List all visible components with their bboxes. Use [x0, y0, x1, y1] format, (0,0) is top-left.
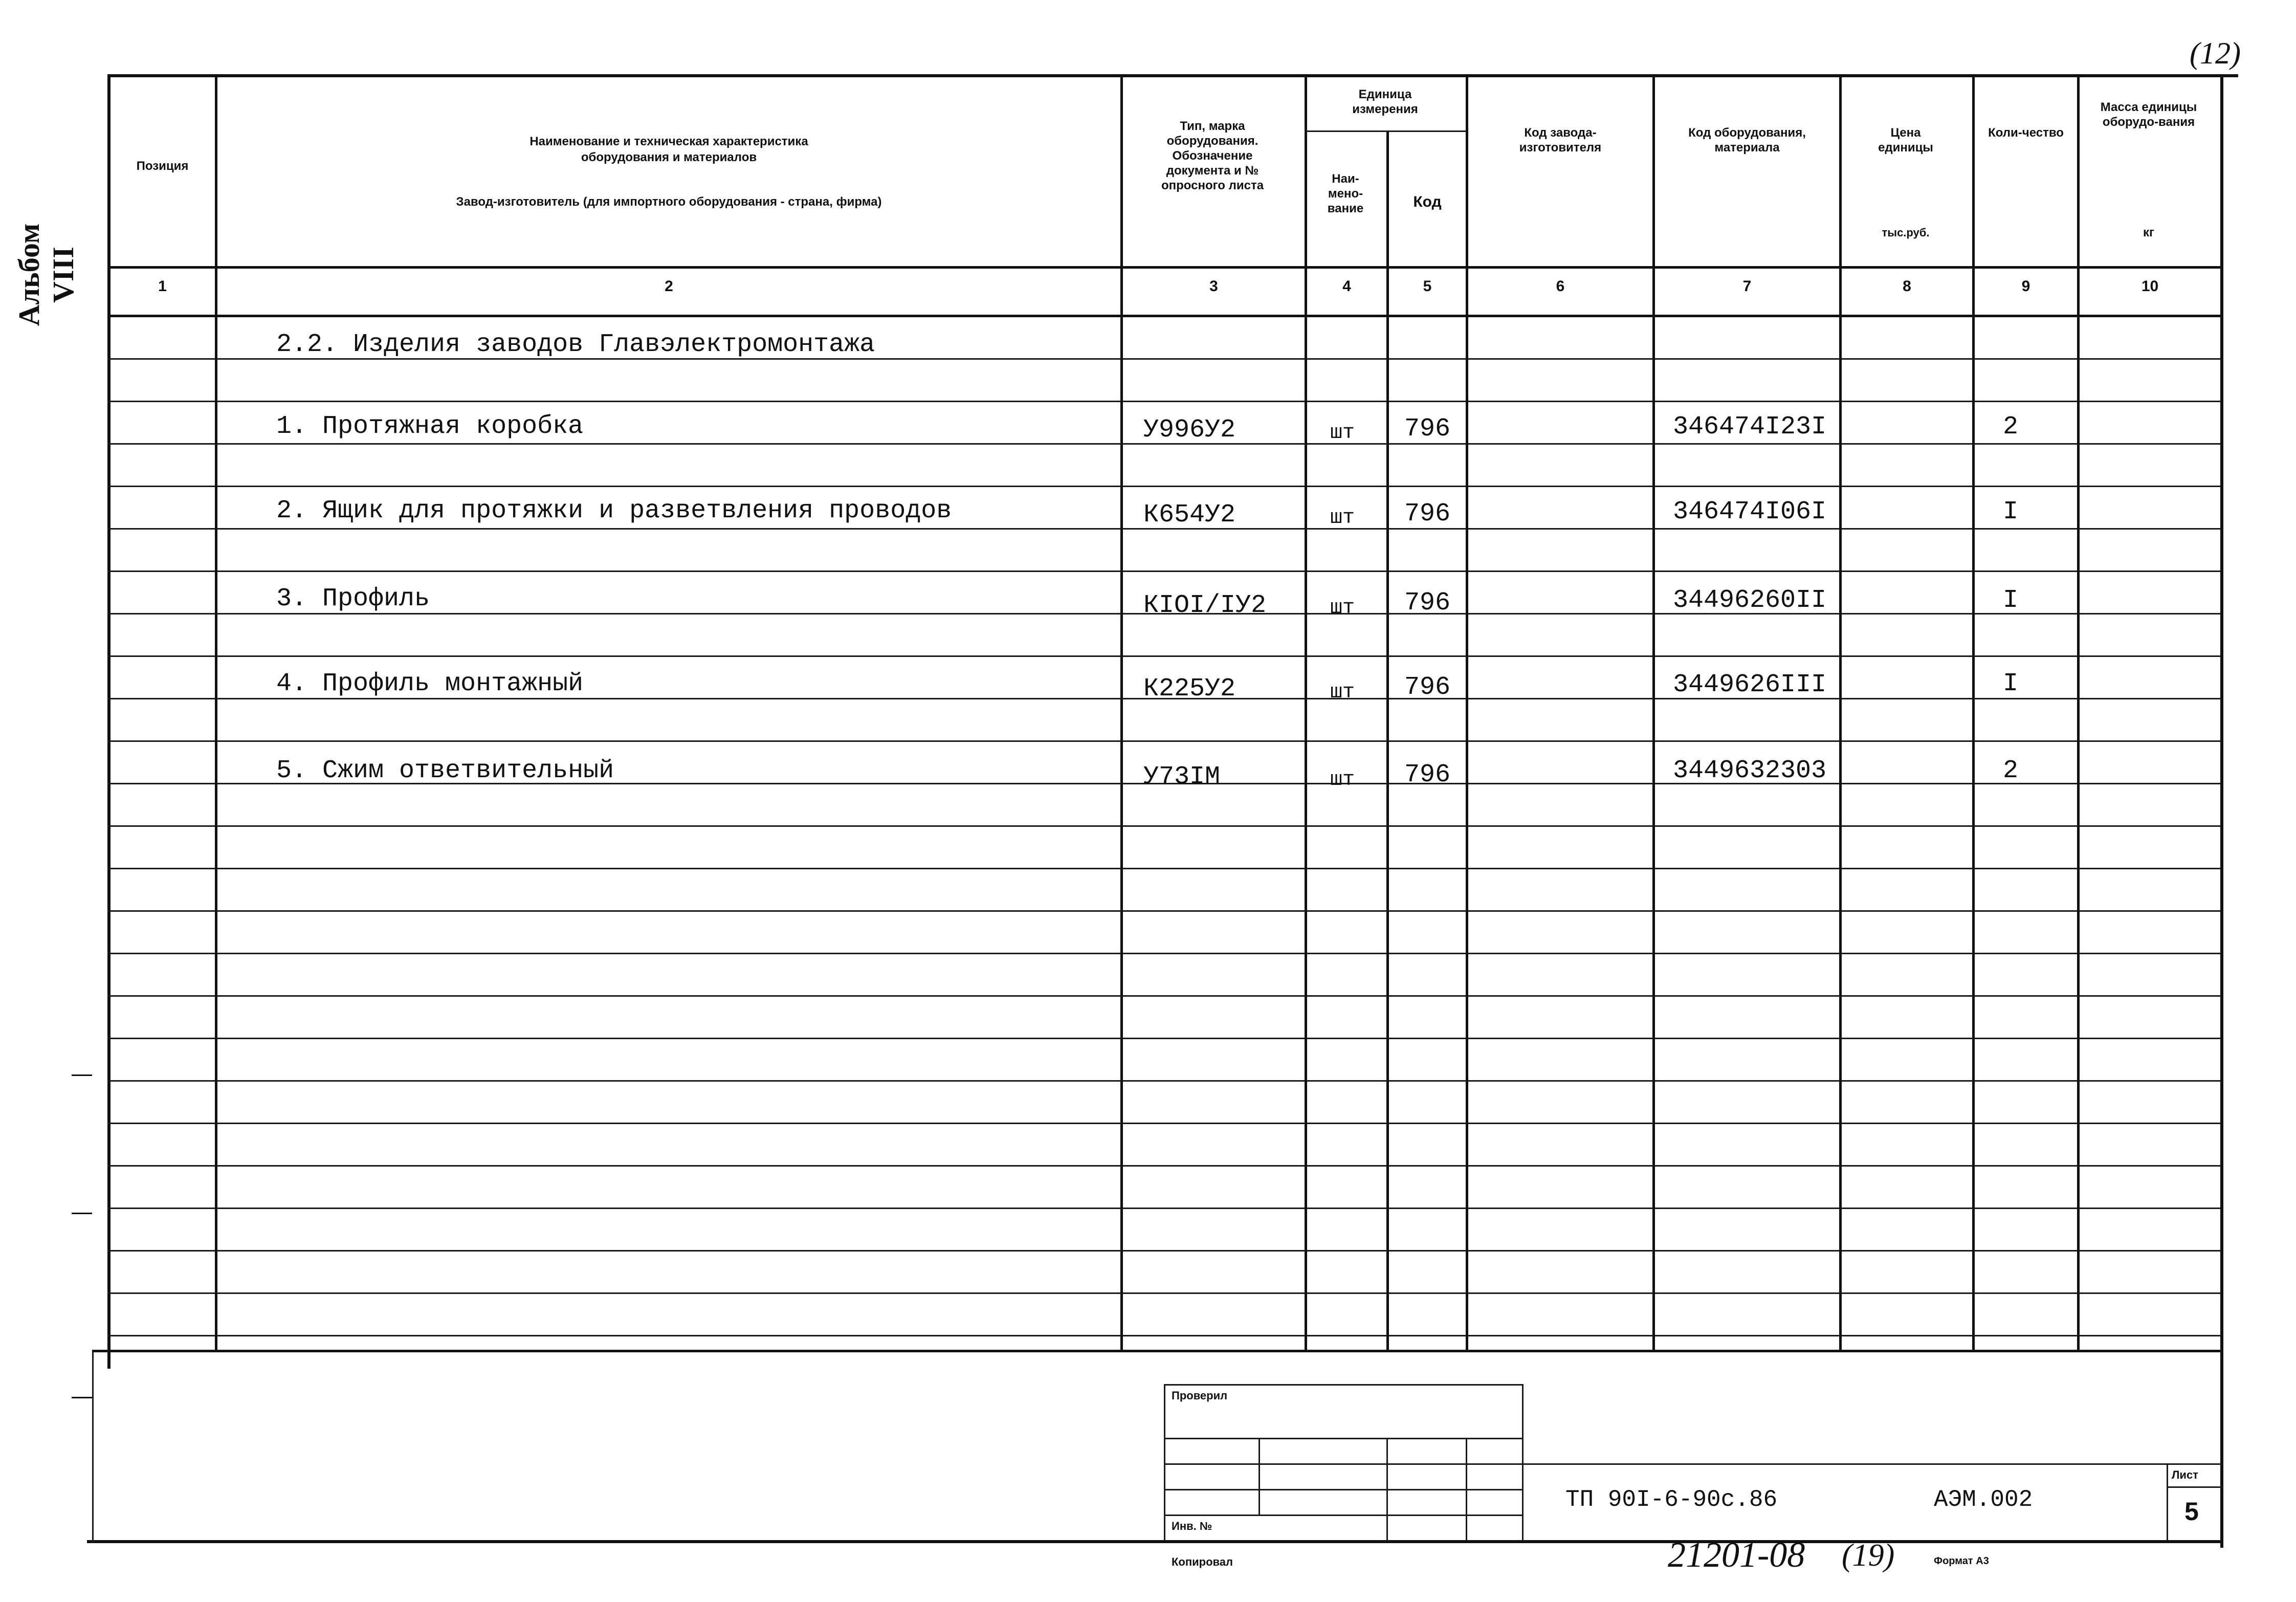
row-2-code: 796	[1404, 499, 1451, 529]
row-1-type: У996У2	[1143, 415, 1236, 445]
row-5-qty: 2	[2003, 756, 2019, 785]
frame-top	[107, 74, 2238, 77]
stamp-vline-4	[1466, 1438, 1467, 1540]
stamp-vline-2	[1259, 1438, 1260, 1515]
row-1-code: 796	[1404, 414, 1451, 444]
col-line-3	[1305, 74, 1307, 1351]
row-2-unit: шт	[1330, 507, 1355, 530]
row-3-code: 796	[1404, 588, 1451, 618]
stamp-line-3	[1164, 1463, 1522, 1465]
stamp-vline-3	[1386, 1438, 1388, 1540]
header-unit-group: Единица измерения	[1352, 87, 1418, 116]
row-1-qty: 2	[2003, 412, 2019, 442]
row-4-code: 796	[1404, 673, 1451, 702]
row-2-equip: 346474I06I	[1673, 497, 1827, 526]
row-5-equip: 3449632303	[1673, 756, 1827, 785]
row-2-qty: I	[2003, 497, 2019, 526]
row-4-type: К225У2	[1143, 674, 1236, 704]
row-rule	[107, 953, 2220, 954]
row-rule	[107, 1292, 2220, 1294]
header-mass: Масса единицы оборудо-вания	[2100, 100, 2197, 129]
row-rule	[107, 1208, 2220, 1209]
stamp-doc-code: ТП 90I-6-90с.86	[1565, 1486, 1778, 1513]
header-position: Позиция	[136, 159, 189, 173]
row-3-unit: шт	[1330, 597, 1355, 620]
stamp-sheet-label: Лист	[2172, 1468, 2198, 1481]
row-rule	[107, 910, 2220, 912]
col-num-5: 5	[1423, 278, 1432, 295]
header-unit-code: Код	[1413, 193, 1442, 210]
stamp-vline-1	[1164, 1384, 1165, 1540]
row-rule	[107, 486, 2220, 487]
row-4-qty: I	[2003, 669, 2019, 698]
frame-right	[2220, 74, 2223, 1548]
col-line-7	[1839, 74, 1842, 1351]
row-3-qty: I	[2003, 586, 2019, 615]
col-line-5	[1466, 74, 1468, 1351]
stamp-line-5	[1164, 1515, 1522, 1516]
row-2-type: К654У2	[1143, 500, 1236, 530]
album-label: Альбом VIII	[12, 223, 80, 326]
margin-tick	[72, 1074, 92, 1076]
page-mark: (12)	[2190, 36, 2241, 70]
row-5-name: 5. Сжим ответвительный	[276, 756, 614, 785]
stamp-line-4	[1164, 1489, 1522, 1490]
row-rule	[107, 401, 2220, 402]
col-num-9: 9	[2021, 278, 2030, 295]
row-5-type: У73IМ	[1143, 762, 1221, 792]
stamp-sheet-line	[2167, 1486, 2223, 1488]
row-rule	[107, 995, 2220, 997]
row-rule	[107, 1165, 2220, 1167]
col-line-6	[1652, 74, 1655, 1351]
stamp-sheet-code: АЭМ.002	[1934, 1486, 2033, 1513]
col-line-2	[1120, 74, 1123, 1351]
stamp-sheet-number: 5	[2184, 1497, 2199, 1526]
row-1-equip: 346474I23I	[1673, 412, 1827, 442]
row-rule	[107, 1038, 2220, 1039]
col-line-8	[1972, 74, 1975, 1351]
stamp-handwritten: 21201-08	[1668, 1535, 1805, 1575]
col-line-9	[2077, 74, 2080, 1351]
section-title: 2.2. Изделия заводов Главэлектромонтажа	[276, 330, 875, 359]
row-rule	[107, 825, 2220, 827]
stamp-line-mid	[1522, 1463, 2223, 1465]
frame-left-lower	[92, 1351, 94, 1543]
row-rule	[107, 1335, 2220, 1336]
unit-group-line	[1305, 130, 1466, 132]
col-num-8: 8	[1903, 278, 1911, 295]
row-2-name: 2. Ящик для протяжки и разветвления проводов	[276, 496, 952, 525]
row-1-name: 1. Протяжная коробка	[276, 412, 584, 441]
stamp-vline-6	[2167, 1463, 2168, 1540]
row-rule	[107, 740, 2220, 742]
stamp-line-2	[1164, 1438, 1522, 1439]
row-rule	[107, 868, 2220, 869]
table-bottom	[92, 1350, 2220, 1352]
stamp-line-top	[1164, 1384, 1522, 1386]
margin-tick	[72, 1397, 92, 1398]
row-3-equip: 34496260II	[1673, 586, 1827, 615]
header-unit-name: Наи-мено-вание	[1327, 172, 1364, 215]
col-line-1	[215, 74, 217, 1351]
header-plant-code: Код завода-изготовителя	[1519, 126, 1602, 155]
header-name-line2: оборудования и материалов	[581, 150, 757, 164]
row-rule	[107, 1123, 2220, 1124]
header-qty: Коли-чество	[1988, 126, 2064, 140]
row-rule	[107, 570, 2220, 572]
col-line-4	[1386, 130, 1389, 1351]
col-num-4: 4	[1342, 278, 1351, 295]
row-1-unit: шт	[1330, 422, 1355, 445]
row-4-unit: шт	[1330, 681, 1355, 704]
header-equip-code: Код оборудования, материала	[1688, 126, 1806, 155]
header-price-unit: тыс.руб.	[1882, 226, 1930, 239]
row-4-name: 4. Профиль монтажный	[276, 669, 584, 698]
row-5-unit: шт	[1330, 769, 1355, 792]
col-num-1: 1	[158, 278, 167, 295]
row-rule	[107, 655, 2220, 657]
row-rule	[107, 1250, 2220, 1252]
margin-tick	[72, 1213, 92, 1214]
stamp-vline-5	[1522, 1384, 1524, 1540]
header-mass-unit: кг	[2143, 226, 2154, 239]
stamp-inv: Инв. №	[1172, 1520, 1212, 1532]
frame-bottom	[87, 1540, 2223, 1543]
row-3-name: 3. Профиль	[276, 584, 430, 613]
col-num-2: 2	[665, 278, 673, 295]
col-num-3: 3	[1209, 278, 1218, 295]
col-num-7: 7	[1742, 278, 1752, 295]
stamp-checked: Проверил	[1172, 1389, 1228, 1402]
stamp-format: Формат А3	[1934, 1555, 1989, 1567]
header-bottom	[107, 266, 2220, 269]
header-name-line3: Завод-изготовитель (для импортного оборудования - страна, фирма)	[456, 195, 882, 209]
row-4-equip: 3449626III	[1673, 670, 1827, 699]
col-num-6: 6	[1556, 278, 1565, 295]
col-num-10: 10	[2141, 278, 2159, 295]
colnum-bottom	[107, 315, 2220, 317]
row-5-code: 796	[1404, 760, 1451, 789]
stamp-circled: (19)	[1842, 1538, 1895, 1573]
header-price: Цена единицы	[1878, 126, 1933, 155]
header-type: Тип, марка оборудования. Обозначение документа и № опросного листа	[1161, 119, 1264, 192]
header-name-line1: Наименование и техническая характеристика	[529, 135, 808, 148]
stamp-copied: Копировал	[1172, 1555, 1233, 1568]
row-rule	[107, 1080, 2220, 1082]
row-3-type: КIОI/IУ2	[1143, 591, 1267, 620]
